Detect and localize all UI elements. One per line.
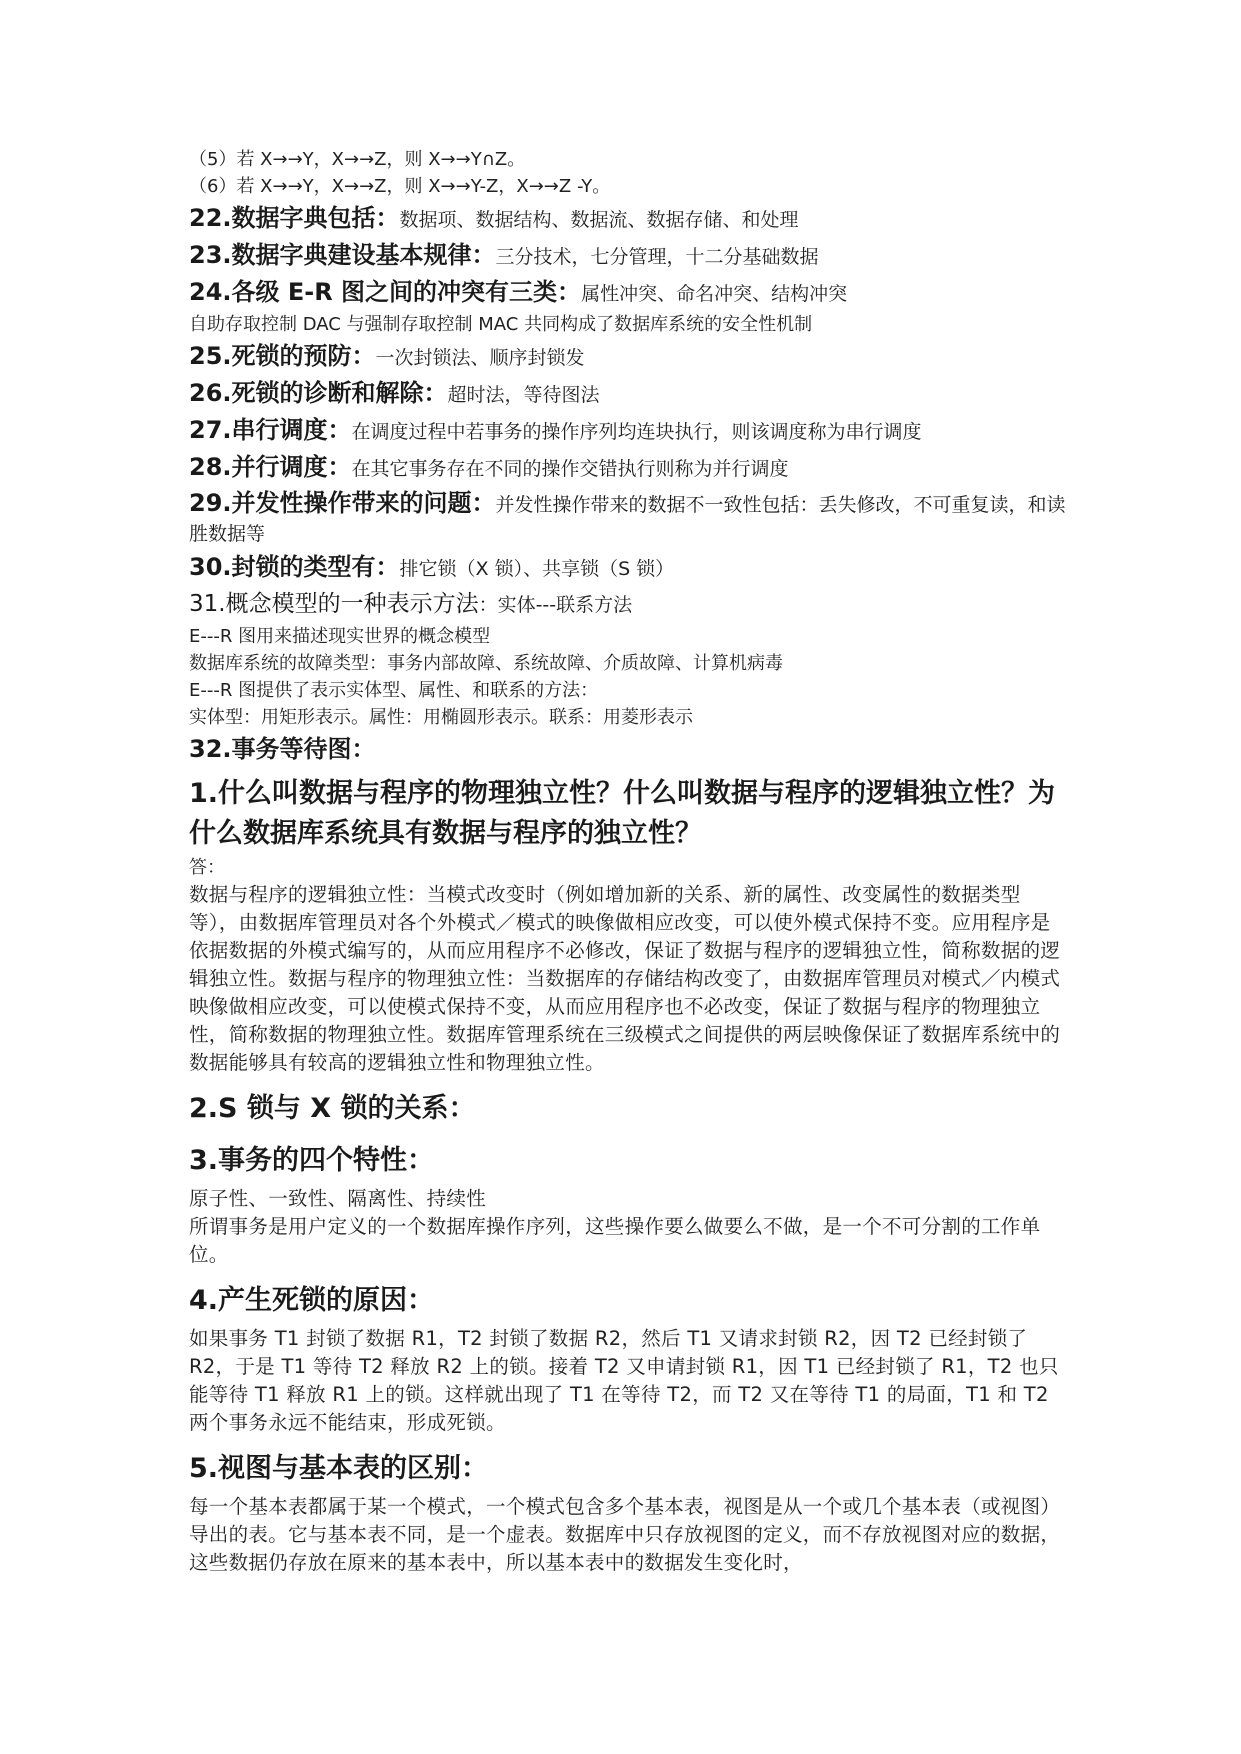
deadlock-cause-text: 如果事务 T1 封锁了数据 R1，T2 封锁了数据 R2，然后 T1 又请求封锁 R2，因 T2 已经封锁了 R2，于是 T1 等待 T2 释放 R2 上的锁。接着 T2 又申请封锁 R1，因 T1 已经封锁了 R1，T2 也只能等待 T1 释放 R1 上的锁。这样就出现了 T1 在等待 T2，而 T2 又在等待 T1 的局面，T1 和 T2 两个事务永远不能结束，形成死锁。: [189, 1327, 1059, 1434]
item-24: [189, 274, 1069, 311]
item-30: [189, 549, 1069, 586]
er-note-2: 数据库系统的故障类型：事务内部故障、系统故障、介质故障、计算机病毒: [189, 653, 783, 674]
transaction-definition: 所谓事务是用户定义的一个数据库操作序列，这些操作要么做要么不做，是一个不可分割的工作单位。: [189, 1215, 1041, 1266]
item-25: [189, 338, 1069, 375]
item-body: 排它锁（X 锁）、共享锁（S 锁）: [399, 558, 675, 580]
item-body: 数据项、数据结构、数据流、数据存储、和处理: [399, 209, 799, 231]
rule-6-line: （6）若 X→→Y，X→→Z，则 X→→Y-Z，X→→Z -Y。: [189, 176, 611, 197]
question-1-answer: 数据与程序的逻辑独立性：当模式改变时（例如增加新的关系、新的属性、改变属性的数据类型等），由数据库管理员对各个外模式／模式的映像做相应改变，可以使外模式保持不变。应用程序是依据数据的外模式编写的，从而应用程序不必修改，保证了数据与程序的逻辑独立性，简称数据的逻辑独立性。数据与程序的物理独立性：当数据库的存储结构改变了，由数据库管理员对模式／内模式映像做相应改变，可以使模式保持不变，从而应用程序也不必改变，保证了数据与程序的物理独立性，简称数据的物理独立性。数据库管理系统在三级模式之间提供的两层映像保证了数据库系统中的数据能够具有较高的逻辑独立性和物理独立性。: [189, 883, 1061, 1074]
item-heading: 25.死锁的预防：: [189, 342, 376, 370]
item-heading: 30.封锁的类型有：: [189, 553, 400, 581]
item-heading: 28.并行调度：: [189, 453, 352, 481]
transaction-properties: 原子性、一致性、隔离性、持续性: [189, 1187, 487, 1210]
item-heading: 29.并发性操作带来的问题：: [189, 489, 496, 517]
item-heading: 26.死锁的诊断和解除：: [189, 379, 448, 407]
item-28: [189, 449, 1069, 486]
item-body: ：实体---联系方法: [478, 594, 633, 616]
item-body: 超时法，等待图法: [447, 384, 600, 406]
er-note-1: E---R 图用来描述现实世界的概念模型: [189, 626, 491, 647]
rule-5-line: （5）若 X→→Y，X→→Z，则 X→→Y∩Z。: [189, 149, 526, 170]
item-heading: 23.数据字典建设基本规律：: [189, 241, 496, 269]
item-heading: 32.事务等待图：: [189, 735, 376, 763]
question-3-title: 3.事务的四个特性：: [189, 1145, 435, 1176]
question-5-title: 5.视图与基本表的区别：: [189, 1453, 489, 1484]
item-23: [189, 237, 1069, 274]
question-2-title: 2.S 锁与 X 锁的关系：: [189, 1093, 476, 1124]
item-32: [189, 731, 1069, 768]
item-body: 在调度过程中若事务的操作序列均连块执行，则该调度称为串行调度: [351, 421, 922, 443]
question-4-title: 4.产生死锁的原因：: [189, 1285, 435, 1316]
question-1-title: 1.什么叫数据与程序的物理独立性？什么叫数据与程序的逻辑独立性？为什么数据库系统具有数据与程序的独立性？: [189, 778, 1056, 849]
er-note-3: E---R 图提供了表示实体型、属性、和联系的方法：: [189, 680, 599, 701]
item-heading: 27.串行调度：: [189, 416, 352, 444]
item-body: 并发性操作带来的数据不一致性包括：丢失修改，不可重复读，和读胜数据等: [189, 494, 1066, 545]
item-29: [189, 489, 1069, 549]
item-body: 属性冲突、命名冲突、结构冲突: [581, 283, 848, 305]
item-heading: 31.概念模型的一种表示方法: [189, 591, 479, 617]
item-22: [189, 200, 1069, 237]
item-heading: 24.各级 E-R 图之间的冲突有三类：: [189, 278, 582, 306]
answer-label: 答：: [189, 857, 225, 878]
security-mechanism-note: 自助存取控制 DAC 与强制存取控制 MAC 共同构成了数据库系统的安全性机制: [189, 314, 813, 335]
item-body: 在其它事务存在不同的操作交错执行则称为并行调度: [351, 458, 789, 480]
item-26: [189, 375, 1069, 412]
page-content: [189, 146, 1069, 1577]
item-27: [189, 412, 1069, 449]
view-vs-table-text: 每一个基本表都属于某一个模式，一个模式包含多个基本表，视图是从一个或几个基本表（或视图）导出的表。它与基本表不同，是一个虚表。数据库中只存放视图的定义，而不存放视图对应的数据，这些数据仍存放在原来的基本表中，所以基本表中的数据发生变化时，: [189, 1495, 1061, 1574]
item-31: [189, 586, 1069, 623]
item-body: 一次封锁法、顺序封锁发: [375, 347, 585, 369]
item-heading: 22.数据字典包括：: [189, 204, 400, 232]
er-note-4: 实体型：用矩形表示。属性：用椭圆形表示。联系：用菱形表示: [189, 707, 693, 728]
item-body: 三分技术，七分管理，十二分基础数据: [495, 246, 819, 268]
